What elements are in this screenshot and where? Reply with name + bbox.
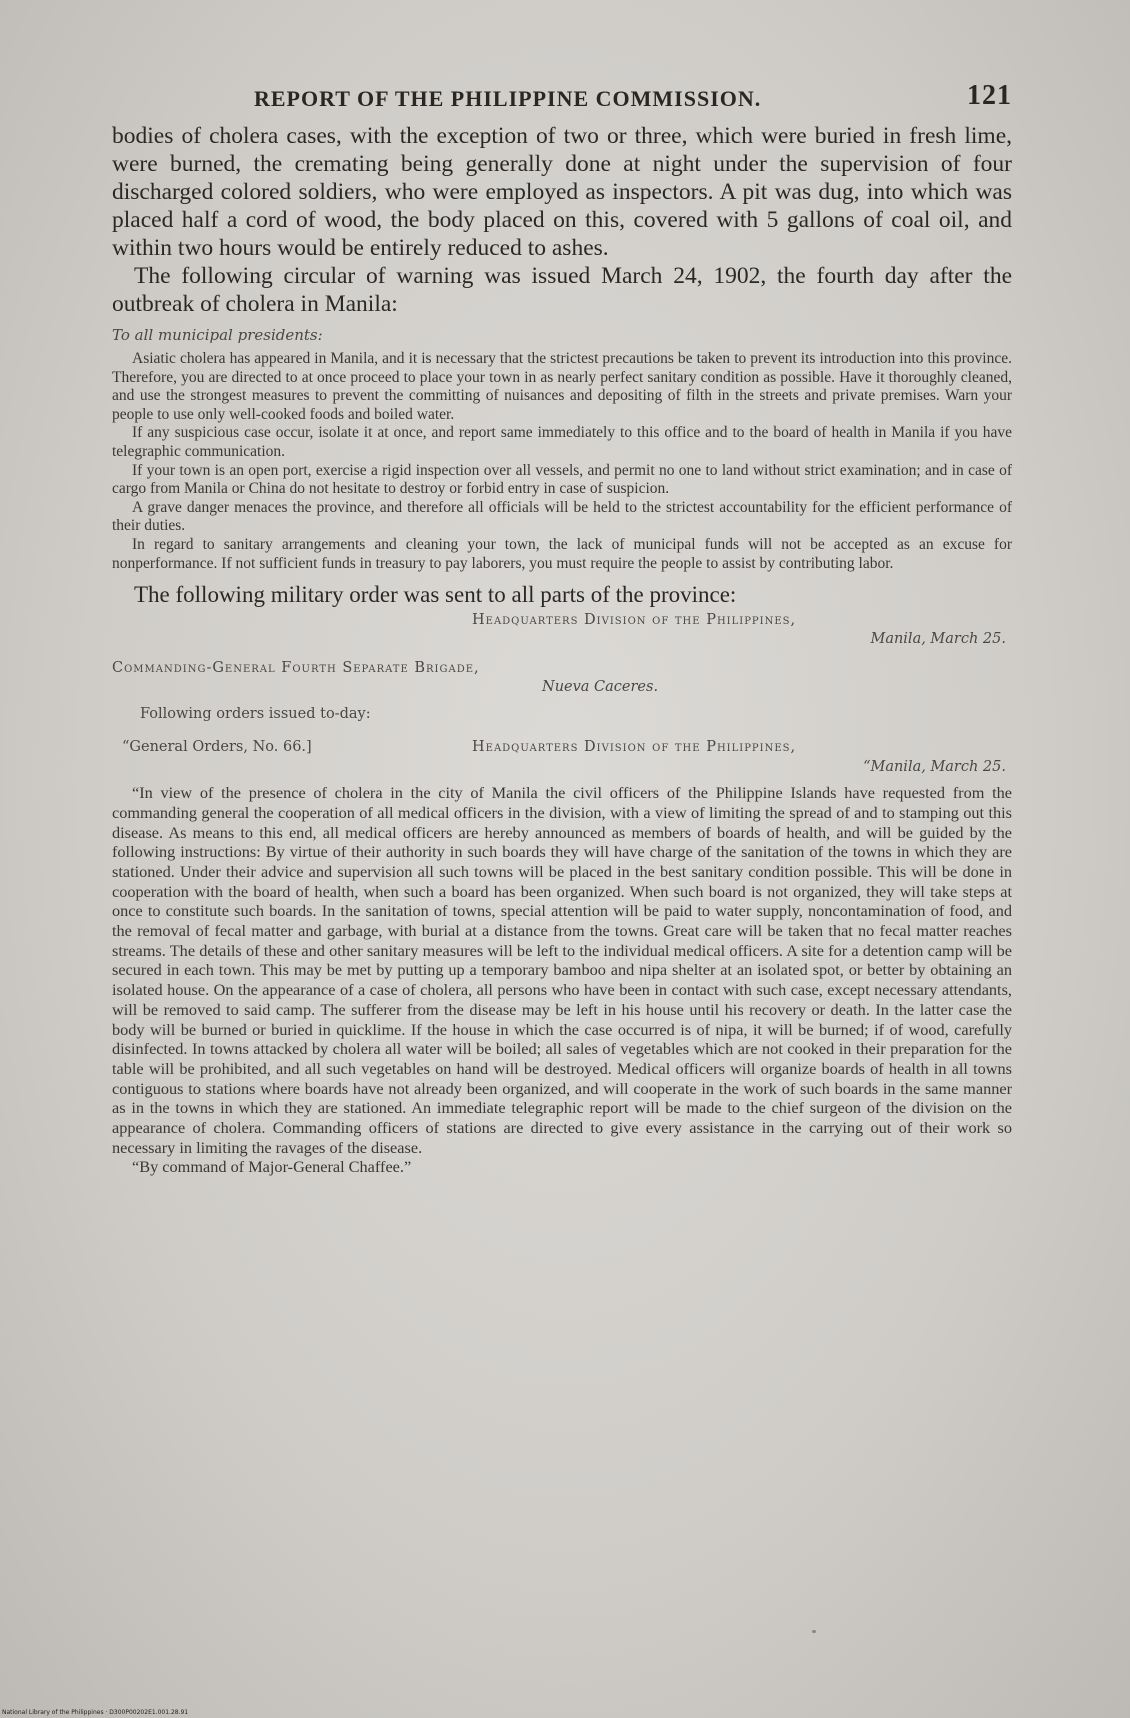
paragraph-circular-intro: The following circular of warning was issued March 24, 1902, the fourth day after the outbreak of cholera in Manila: <box>112 263 1012 317</box>
general-orders-number: “General Orders, No. 66.] <box>122 739 312 756</box>
military-order-intro: The following military order was sent to all parts of the province: <box>134 582 737 608</box>
orders-issued-line: Following orders issued to-day: <box>140 706 371 723</box>
headquarters-place: Manila, March 25. <box>870 631 1006 648</box>
running-title: REPORT OF THE PHILIPPINE COMMISSION. <box>254 86 762 111</box>
order-signature: “By command of Major-General Chaffee.” <box>132 1157 412 1177</box>
paragraph-cremation: bodies of cholera cases, with the exception of two or three, which were buried in fresh lime, were burned, the cremating being generally done at night under the supervision of four discharged colored soldiers, who were employed as inspectors. A pit was dug, into which was placed half a cord of wood, the body placed on this, covered with 5 gallons of coal oil, and within two hours would be entirely reduced to ashes. <box>112 123 1012 261</box>
headquarters-line: Headquarters Division of the Philippines, <box>472 612 797 629</box>
general-orders-heading <box>112 738 1012 758</box>
general-orders-place: “Manila, March 25. <box>863 759 1006 776</box>
general-orders-headquarters: Headquarters Division of the Philippines, <box>472 739 797 756</box>
scan-speck <box>812 1630 816 1633</box>
page-number: 121 <box>967 80 1012 111</box>
circular-paragraph: Asiatic cholera has appeared in Manila, and it is necessary that the strictest precautions be taken to prevent its introduction into this province. Therefore, you are directed to at once proceed to place your town in as nearly perfect sanitary condition as possible. Have it thoroughly cleaned, and use the strongest measures to prevent the committing of nuisances and depositing of filth in the streets and private premises. Warn your people to use only well-cooked foods and boiled water. <box>112 350 1012 423</box>
addressee-place: Nueva Caceres. <box>542 679 659 696</box>
general-order-text: “In view of the presence of cholera in the city of Manila the civil officers of the Philippine Islands have requested from the commanding general the cooperation of all medical officers in the division, with a view of limiting the spread of and to stamping out this disease. As means to this end, all medical officers are hereby announced as members of boards of health, and will be guided by the following instructions: By virtue of their authority in such boards they will have charge of the sanitation of the towns in which they are stationed. Under their advice and supervision all such towns will be placed in the best sanitary condition possible. This will be done in cooperation with the board of health, when such a board has been organized. When such board is not organized, they will take steps at once to constitute such boards. In the sanitation of towns, special attention will be paid to water supply, noncontamination of food, and the removal of fecal matter and garbage, with burial at a distance from the towns. Great care will be taken that no fecal matter reaches streams. The details of these and other sanitary measures will be left to the individual medical officers. A site for a detention camp will be secured in each town. This may be met by putting up a temporary bamboo and nipa shelter at an isolated spot, or better by obtaining an isolated house. On the appearance of a case of cholera, all persons who have been in contact with such case, except necessary attendants, will be removed to said camp. The sufferer from the disease may be left in his house until his recovery or death. In the latter case the body will be burned or buried in quicklime. If the house in which the case occurred is of nipa, it will be burned; if of wood, carefully disinfected. In towns attacked by cholera all water will be boiled; all sales of vegetables which are not cooked in their preparation for the table will be prohibited, and all such vegetables on hand will be destroyed. Medical officers will organize boards of health in all towns contiguous to stations where boards have not already been organized, and will cooperate in the work of such boards in the same manner as in the towns in which they are stationed. An immediate telegraphic report will be made to the chief surgeon of the division on the appearance of cholera. Commanding officers of stations are directed to give every assistance in the carrying out of their work so necessary in limiting the ravages of the disease. <box>112 783 1012 1157</box>
addressee-line: Commanding-General Fourth Separate Brigade, <box>112 660 480 677</box>
scan-credit: National Library of the Philippines · D300P00202E1.001.28.91 <box>2 1709 189 1716</box>
circular-paragraph: If your town is an open port, exercise a rigid inspection over all vessels, and permit no one to land without strict examination; and in case of cargo from Manila or China do not hesitate to destroy or forbid entry in case of suspicion. <box>112 461 1012 498</box>
running-head <box>112 78 1012 122</box>
circular-paragraph: In regard to sanitary arrangements and cleaning your town, the lack of municipal funds will not be accepted as an excuse for nonperformance. If not sufficient funds in treasury to pay laborers, you must require the people to assist by contributing labor. <box>112 535 1012 572</box>
circular-paragraph: A grave danger menaces the province, and therefore all officials will be held to the strictest accountability for the efficient performance of their duties. <box>112 498 1012 535</box>
circular-salutation: To all municipal presidents: <box>112 326 323 344</box>
headquarters-block <box>112 611 1012 777</box>
page-content <box>112 78 1012 1177</box>
circular-paragraph: If any suspicious case occur, isolate it at once, and report same immediately to this office and to the board of health in Manila if you have telegraphic communication. <box>112 424 1012 460</box>
circular-text <box>112 350 1012 573</box>
